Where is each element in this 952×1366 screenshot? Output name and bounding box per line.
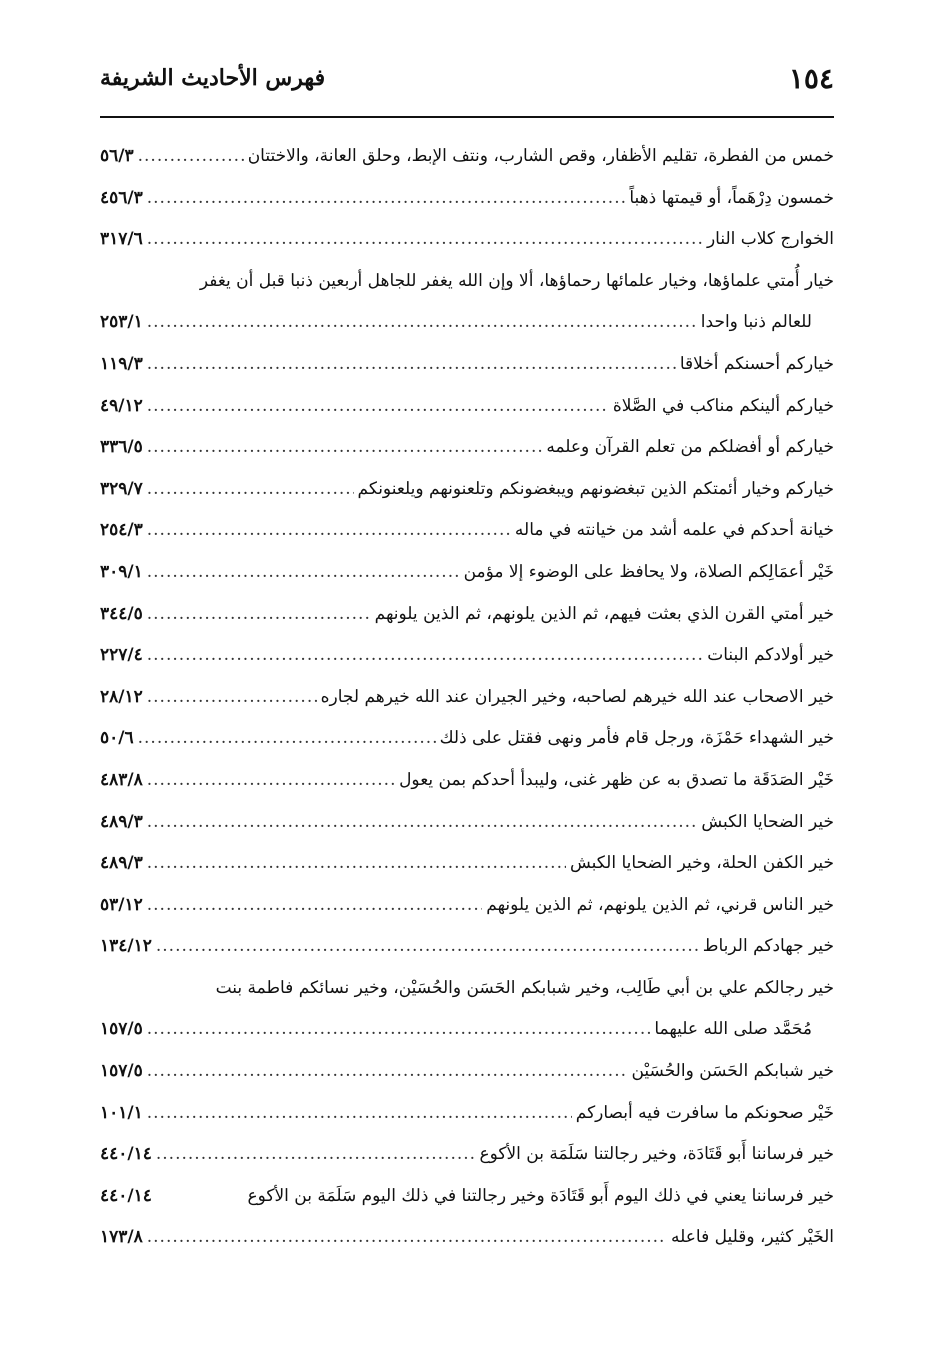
hadith-text: خير فرساننا أَبو قَتَادَة، وخير رجالتنا سَلَمَة بن الأكوع	[479, 1144, 834, 1165]
volume-page-reference: ٢٨/١٢	[100, 686, 143, 707]
hadith-text: خَيْر الصَدَقَة ما تصدق به عن ظهر غنى، وليبدأ أحدكم بمن يعول	[399, 769, 834, 790]
index-entry	[100, 386, 834, 428]
index-entry	[100, 718, 834, 760]
entry-line	[100, 1051, 834, 1093]
volume-page-reference: ٣٢٩/٧	[100, 478, 143, 499]
hadith-text: خَيْر أعمَالِكم الصلاة، ولا يحافظ على الوضوء إلا مؤمن	[463, 561, 834, 582]
volume-page-reference: ٤٨٣/٨	[100, 769, 143, 790]
entry-line	[100, 178, 834, 220]
volume-page-reference: ١١٩/٣	[100, 353, 143, 374]
index-entry	[100, 469, 834, 511]
hadith-text: الخوارج كلاب النار	[706, 229, 834, 250]
index-entry	[100, 261, 834, 344]
hadith-text: خير الناس قرني، ثم الذين يلونهم، ثم الذين يلونهم	[486, 894, 834, 915]
leader-dots	[147, 427, 543, 469]
hadith-text: خياركم أحسنكم أخلاقا	[679, 353, 834, 374]
index-entry	[100, 926, 834, 968]
volume-page-reference: ٣١٧/٦	[100, 229, 143, 250]
leader-dots	[138, 718, 436, 760]
leader-dots	[147, 760, 395, 802]
running-title: فهرس الأحاديث الشريفة	[100, 65, 326, 91]
hadith-text: خير جهادكم الرباط	[702, 936, 834, 957]
hadith-text: خَيْر صحونكم ما سافرت فيه أبصاركم	[575, 1102, 834, 1123]
entry-line	[100, 261, 834, 303]
leader-dots	[147, 386, 609, 428]
index-entry	[100, 219, 834, 261]
entry-line	[100, 136, 834, 178]
leader-dots	[156, 1134, 476, 1176]
volume-page-reference: ٥٣/١٢	[100, 894, 143, 915]
entry-continuation-line	[100, 1009, 834, 1051]
entry-line	[100, 718, 834, 760]
hadith-text: خيانة أحدكم في علمه أشد من خيانته في ماله	[514, 520, 834, 541]
hadith-text: خير الضحايا الكبش	[701, 811, 834, 832]
leader-dots	[147, 843, 566, 885]
entry-line	[100, 510, 834, 552]
index-entry	[100, 1176, 834, 1218]
hadith-text: خمس من الفطرة، تقليم الأظفار، وقص الشارب، ونتف الإبط، وحلق العانة، والاختتان	[247, 146, 834, 166]
hadith-text: خير فرساننا يعني في ذلك اليوم أَبو قَتَادَة وخير رجالتنا في ذلك اليوم سَلَمَة بن الأكوع	[247, 1185, 834, 1206]
leader-dots	[147, 802, 698, 844]
index-entry	[100, 760, 834, 802]
entry-line	[100, 802, 834, 844]
page-header	[100, 58, 834, 98]
volume-page-reference: ٢٢٧/٤	[100, 645, 143, 666]
hadith-text: مُحَمَّد صلى الله عليهما	[654, 1019, 812, 1040]
entry-line	[100, 1134, 834, 1176]
volume-page-reference: ٤٥٦/٣	[100, 187, 143, 208]
hadith-index-list	[100, 136, 834, 1259]
volume-page-reference: ٥٦/٣	[100, 146, 134, 166]
leader-dots	[147, 1051, 628, 1093]
entry-line	[100, 760, 834, 802]
leader-dots	[147, 178, 626, 220]
leader-dots	[147, 885, 483, 927]
entry-line	[100, 552, 834, 594]
volume-page-reference: ٣٣٦/٥	[100, 437, 143, 458]
volume-page-reference: ٤٤٠/١٤	[100, 1185, 152, 1206]
index-entry	[100, 552, 834, 594]
entry-line	[100, 885, 834, 927]
leader-dots	[147, 469, 354, 511]
entry-line	[100, 635, 834, 677]
volume-page-reference: ٤٤٠/١٤	[100, 1144, 152, 1165]
leader-dots	[147, 1217, 667, 1259]
volume-page-reference: ٣٤٤/٥	[100, 603, 143, 624]
leader-dots	[138, 136, 244, 178]
leader-dots	[147, 1009, 651, 1051]
hadith-text: خير الكفن الحلة، وخير الضحايا الكبش	[569, 853, 834, 874]
leader-dots	[147, 344, 676, 386]
header-rule	[100, 116, 834, 118]
hadith-text: الخَيْر كثير، وقليل فاعله	[671, 1227, 834, 1248]
hadith-text: خير رجالكم علي بن أبي طَالِب، وخير شبابكم الحَسَن والحُسَيْن، وخير نسائكم فاطمة بنت	[215, 977, 834, 998]
leader-dots	[147, 510, 511, 552]
hadith-text: للعالم ذنبا واحدا	[700, 312, 812, 333]
hadith-text: خير الاصحاب عند الله خيرهم لصاحبه، وخير الجيران عند الله خيرهم لجاره	[320, 686, 834, 707]
entry-line	[100, 344, 834, 386]
entry-line	[100, 219, 834, 261]
entry-line	[100, 1093, 834, 1135]
volume-page-reference: ٣٠٩/١	[100, 561, 143, 582]
volume-page-reference: ١٥٧/٥	[100, 1019, 143, 1040]
index-entry	[100, 427, 834, 469]
hadith-text: خير أولادكم البنات	[707, 645, 834, 666]
leader-dots	[147, 594, 371, 636]
entry-line	[100, 1176, 834, 1218]
entry-line	[100, 677, 834, 719]
volume-page-reference: ٤٩/١٢	[100, 395, 143, 416]
entry-line	[100, 594, 834, 636]
volume-page-reference: ٤٨٩/٣	[100, 853, 143, 874]
hadith-text: خير أمتي القرن الذي بعثت فيهم، ثم الذين يلونهم، ثم الذين يلونهم	[374, 603, 834, 624]
index-entry	[100, 843, 834, 885]
leader-dots	[156, 926, 699, 968]
index-entry	[100, 968, 834, 1051]
leader-dots	[147, 552, 460, 594]
entry-line	[100, 427, 834, 469]
hadith-text: خير شبابكم الحَسَن والحُسَيْن	[631, 1061, 834, 1082]
index-entry	[100, 178, 834, 220]
index-entry	[100, 136, 834, 178]
page-number: ١٥٤	[788, 61, 834, 95]
volume-page-reference: ١٠١/١	[100, 1102, 143, 1123]
leader-dots	[147, 302, 697, 344]
entry-continuation-line	[100, 302, 834, 344]
index-entry	[100, 1051, 834, 1093]
volume-page-reference: ١٣٤/١٢	[100, 936, 152, 957]
hadith-text: خير الشهداء حَمْزَة، ورجل قام فأمر ونهى فقتل على ذلك	[439, 728, 834, 749]
leader-dots	[147, 635, 703, 677]
volume-page-reference: ١٧٣/٨	[100, 1227, 143, 1248]
volume-page-reference: ٥٠/٦	[100, 728, 134, 749]
index-entry	[100, 1093, 834, 1135]
volume-page-reference: ٢٥٣/١	[100, 312, 143, 333]
index-entry	[100, 677, 834, 719]
entry-line	[100, 968, 834, 1010]
index-entry	[100, 1217, 834, 1259]
entry-line	[100, 926, 834, 968]
volume-page-reference: ٤٨٩/٣	[100, 811, 143, 832]
volume-page-reference: ٢٥٤/٣	[100, 520, 143, 541]
leader-dots	[147, 677, 317, 719]
entry-line	[100, 386, 834, 428]
hadith-text: خيار أُمتي علماؤها، وخيار علمائها رحماؤها، ألا وإن الله يغفر للجاهل أربعين ذنبا قبل أن يغفر	[199, 270, 834, 291]
entry-line	[100, 843, 834, 885]
index-entry	[100, 594, 834, 636]
entry-line	[100, 1217, 834, 1259]
index-entry	[100, 510, 834, 552]
leader-dots	[147, 1093, 572, 1135]
index-entry	[100, 344, 834, 386]
index-entry	[100, 1134, 834, 1176]
index-entry	[100, 635, 834, 677]
leader-dots	[147, 219, 703, 261]
hadith-text: خياركم أو أفضلكم من تعلم القرآن وعلمه	[546, 437, 834, 458]
hadith-text: خمسون دِرْهَماً، أو قيمتها ذهباً	[629, 187, 834, 208]
volume-page-reference: ١٥٧/٥	[100, 1061, 143, 1082]
entry-line	[100, 469, 834, 511]
index-entry	[100, 885, 834, 927]
index-entry	[100, 802, 834, 844]
hadith-text: خياركم ألينكم مناكب في الصَّلاة	[612, 395, 834, 416]
hadith-text: خياركم وخيار أئمتكم الذين تبغضونهم ويبغضونكم وتلعنونهم ويلعنونكم	[357, 478, 834, 499]
